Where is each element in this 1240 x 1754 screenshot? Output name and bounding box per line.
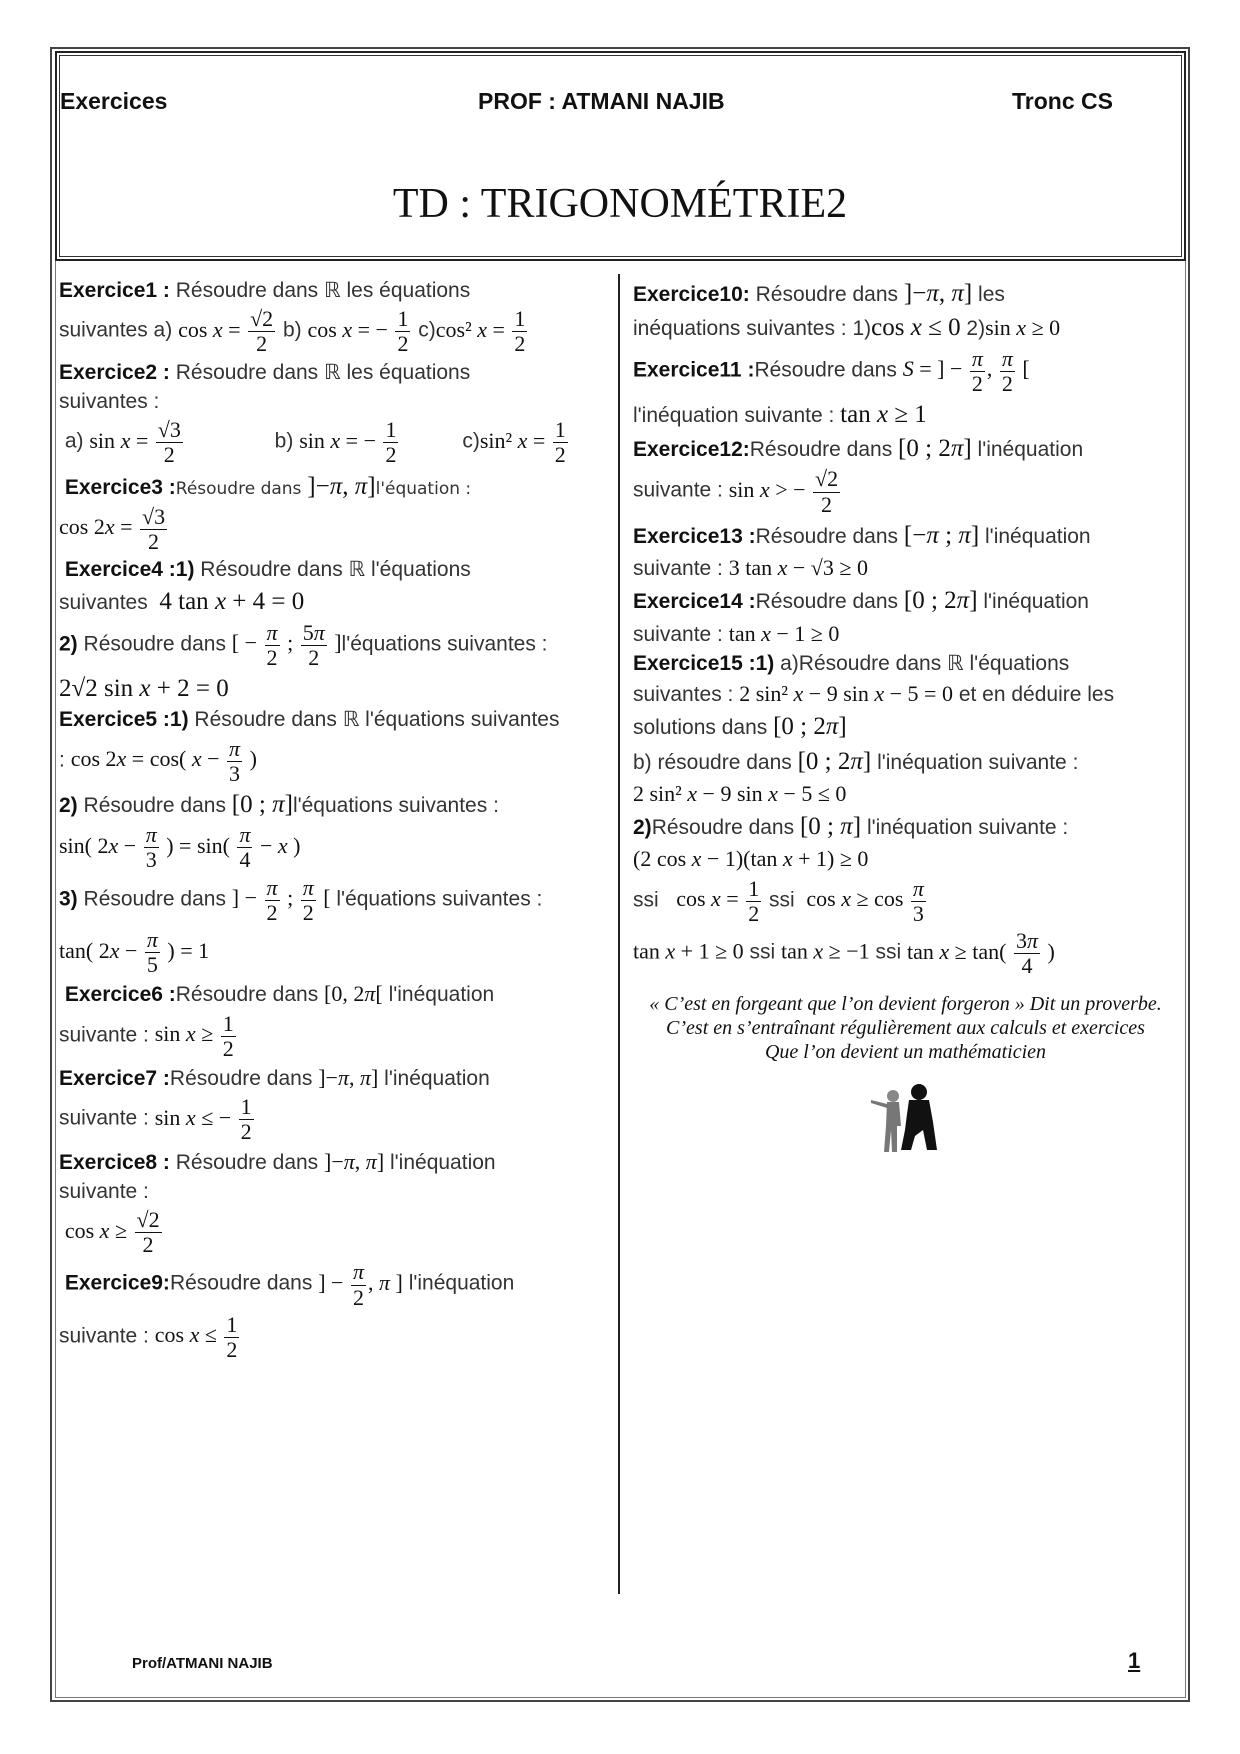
- math-expression: cos x = $\frac{1}{2}$: [676, 875, 760, 926]
- exercise-text: suivantes :: [59, 389, 160, 413]
- page-title: TD : TRIGONOMÉTRIE2: [392, 181, 848, 227]
- exercise-text: a)Résoudre dans ℝ l'équations: [774, 651, 1070, 675]
- exercise-text: Résoudre dans: [169, 1150, 319, 1174]
- exercise-label: Exercice6 :: [64, 983, 176, 1007]
- exercise-label: Exercice7 :: [59, 1066, 170, 1090]
- exercise-text: Résoudre dans: [749, 438, 893, 462]
- math-interval: S = ] − $\frac{\pi}{2}$ , $\frac{\pi}{2}$ [: [902, 345, 1030, 396]
- teacher-child-illustration: [871, 1080, 941, 1158]
- math-interval: [0, 2π[: [324, 981, 383, 1007]
- exercise-4: [59, 557, 614, 704]
- part-label: 2): [59, 793, 78, 817]
- exercise-2: [59, 360, 614, 468]
- exercise-label: Exercice2 :: [59, 360, 170, 384]
- ssi-text: ssi: [749, 940, 776, 964]
- exercise-text: suivantes a): [59, 318, 173, 342]
- exercise-text: Résoudre dans: [754, 358, 897, 382]
- math-expression: tan x + 1 ≥ 0: [633, 938, 744, 964]
- exercise-11: [633, 347, 1178, 431]
- exercise-text: l'inéquation: [977, 438, 1084, 462]
- exercise-text: l'inéquation suivante :: [877, 750, 1079, 774]
- part-label: 2): [59, 632, 78, 656]
- column-divider: [618, 274, 620, 1594]
- math-expression: sin x = $\frac{√3}{2}$: [89, 417, 181, 468]
- page-number: 1: [1128, 1648, 1141, 1673]
- exercise-7: [59, 1064, 614, 1145]
- exercise-label: Exercice14 :: [633, 590, 756, 614]
- exercise-label: Exercice8 :: [59, 1150, 170, 1174]
- exercise-text: Résoudre dans ℝ l'équations suivantes: [188, 708, 560, 732]
- exercise-15: [633, 651, 1178, 979]
- math-interval: [0 ; 2π]: [903, 587, 978, 615]
- exercise-text: suivante :: [59, 1324, 149, 1348]
- exercise-text: Résoudre dans: [651, 816, 795, 839]
- math-interval: ]−π, π]: [307, 472, 376, 500]
- math-expression: cos x ≤ 0: [871, 314, 961, 342]
- header-left: Exercices: [60, 88, 168, 114]
- math-interval: [0 ; 2π]: [773, 713, 847, 741]
- exercise-label: Exercice1 :: [59, 279, 170, 302]
- left-column: [59, 275, 614, 1365]
- exercise-text: c): [462, 429, 480, 453]
- math-expression: 2 sin² x − 9 sin x − 5 = 0: [739, 681, 953, 706]
- quote-line: Que l’on devient un mathématicien: [764, 1041, 1047, 1064]
- exercise-text: a): [64, 429, 84, 453]
- math-expression: 2 sin² x − 9 sin x − 5 ≤ 0: [633, 780, 847, 806]
- exercise-text: inéquations suivantes : 1): [633, 317, 872, 341]
- exercise-text: et en déduire les: [958, 683, 1115, 706]
- exercise-text: suivante :: [633, 622, 723, 646]
- exercise-label: Exercice11 :: [633, 358, 755, 382]
- header-class: Tronc CS: [1012, 88, 1113, 114]
- math-expression: 3 tan x − √3 ≥ 0: [728, 555, 868, 580]
- exercise-text: b) résoudre dans: [633, 750, 792, 774]
- ssi-text: ssi: [633, 888, 659, 912]
- exercise-text: Résoudre dans: [77, 793, 226, 817]
- exercise-label: Exercice13 :: [633, 524, 756, 548]
- math-expression: cos x = $\frac{√2}{2}$: [178, 306, 274, 357]
- math-expression: sin² x = $\frac{1}{2}$: [479, 417, 566, 468]
- quote-line: C’est en s’entraînant régulièrement aux calculs et exercices: [666, 1017, 1145, 1040]
- exercise-text: l'inéquation suivante :: [866, 816, 1069, 839]
- exercise-9: [59, 1260, 614, 1362]
- exercise-text: :: [59, 748, 65, 772]
- math-interval: [−π ; π]: [903, 521, 980, 549]
- math-expression: sin x > − $\frac{√2}{2}$: [728, 466, 839, 517]
- exercise-text: l'inéquation: [384, 1066, 490, 1090]
- exercise-6: [59, 980, 614, 1061]
- exercise-label: Exercice15 :1): [633, 651, 775, 675]
- math-interval: [0 ; 2π]: [797, 747, 872, 775]
- math-expression: cos² x = $\frac{1}{2}$: [435, 306, 526, 357]
- exercise-label: Exercice9:: [64, 1272, 170, 1296]
- exercise-label: Exercice5 :1): [59, 708, 189, 732]
- exercise-text: Résoudre dans: [755, 524, 899, 548]
- quote-line: « C’est en forgeant que l’on devient forgeron » Dit un proverbe.: [649, 993, 1162, 1016]
- exercise-10: [633, 278, 1178, 344]
- part-label: 3): [59, 887, 78, 911]
- math-expression: sin x = − $\frac{1}{2}$: [299, 417, 397, 468]
- footer-author: Prof/ATMANI NAJIB: [132, 1655, 273, 1672]
- math-expression: sin x ≥ $\frac{1}{2}$: [154, 1010, 234, 1061]
- exercise-text: Résoudre dans: [175, 983, 319, 1007]
- exercise-text: solutions dans: [633, 716, 768, 740]
- math-interval: ] − $\frac{\pi}{2}$ ; $\frac{\pi}{2}$ [: [231, 874, 331, 925]
- part-label: 2): [633, 816, 652, 839]
- exercise-8: [59, 1148, 614, 1258]
- exercise-text: b): [274, 429, 294, 453]
- exercise-text: l'équations suivantes :: [292, 793, 499, 817]
- math-expression: (2 cos x − 1)(tan x + 1) ≥ 0: [633, 846, 869, 872]
- math-expression: tan x ≥ tan( $\frac{3\pi}{4}$ ): [907, 927, 1055, 979]
- exercise-text: suivante :: [633, 557, 723, 580]
- exercise-text: Résoudre dans: [749, 283, 899, 306]
- exercise-text: l'inéquation: [390, 1150, 496, 1174]
- exercise-text: c): [412, 318, 436, 342]
- math-interval: ]−π, π]: [903, 280, 973, 307]
- exercise-text: suivantes: [59, 591, 148, 615]
- ssi-text: ssi: [769, 888, 795, 912]
- exercise-text: b): [277, 318, 302, 342]
- exercise-text: suivante :: [633, 479, 723, 503]
- exercise-text: Résoudre dans: [755, 590, 899, 614]
- header-author: PROF : ATMANI NAJIB: [478, 88, 725, 114]
- exercise-14: [633, 585, 1178, 648]
- exercise-5: [59, 707, 614, 977]
- math-expression: sin x ≥ 0: [985, 315, 1061, 341]
- math-expression: tan( 2x − $\frac{\pi}{5}$ ) = 1: [59, 926, 210, 978]
- math-expression: cos 2x = cos( x − $\frac{\pi}{3}$ ): [70, 735, 257, 786]
- exercise-text: Résoudre dans ℝ l'équations: [194, 558, 471, 582]
- math-expression: tan x ≥ −1: [781, 938, 870, 964]
- exercise-text: l'inéquation: [985, 524, 1091, 548]
- exercise-text: l'inéquation: [388, 983, 495, 1007]
- math-expression: tan x ≥ 1: [840, 400, 927, 428]
- math-interval: [0 ; π]: [231, 790, 293, 818]
- math-expression: cos x ≥ $\frac{√2}{2}$: [64, 1207, 160, 1258]
- exercise-text: Résoudre dans: [169, 1066, 313, 1090]
- exercise-label: Exercice10:: [633, 283, 750, 306]
- proverb-quote: [633, 992, 1178, 1064]
- exercise-13: [633, 520, 1178, 583]
- exercise-text: l'inéquation: [408, 1272, 515, 1296]
- math-expression: cos x = − $\frac{1}{2}$: [307, 306, 409, 357]
- exercise-text: Résoudre dans: [169, 1272, 313, 1296]
- exercise-text: Résoudre dans: [77, 632, 226, 656]
- math-interval: [ − $\frac{\pi}{2}$ ; $\frac{5\pi}{2}$ ]: [231, 619, 342, 670]
- exercise-text: suivantes :: [633, 683, 734, 706]
- right-column: [633, 275, 1178, 1158]
- math-interval: [0 ; 2π]: [898, 435, 972, 463]
- exercise-text: l'inéquation suivante :: [633, 403, 835, 427]
- math-expression: cos x ≤ $\frac{1}{2}$: [154, 1311, 238, 1362]
- math-expression: sin x ≤ − $\frac{1}{2}$: [154, 1094, 252, 1145]
- exercise-text: l'équations suivantes :: [336, 887, 543, 911]
- math-expression: tan x − 1 ≥ 0: [728, 620, 840, 646]
- exercise-text: l'équation :: [375, 478, 472, 499]
- math-expression: sin( 2x − $\frac{\pi}{3}$ ) = sin( $\frac{\pi}{4}$ − x ): [59, 822, 301, 873]
- math-expression: 4 tan x + 4 = 0: [159, 588, 305, 616]
- exercise-1: [59, 278, 614, 357]
- exercise-text: l'équations suivantes :: [341, 632, 548, 656]
- exercise-text: 2): [966, 317, 986, 341]
- math-expression: cos 2x = $\frac{√3}{2}$: [59, 503, 166, 554]
- exercise-text: l'inéquation: [983, 590, 1089, 614]
- exercise-text: Résoudre dans: [77, 887, 226, 911]
- ssi-text: ssi: [875, 940, 902, 964]
- exercise-text: suivante :: [59, 1179, 149, 1203]
- math-interval: [0 ; π]: [799, 813, 862, 840]
- math-interval: ] − $\frac{\pi}{2}$ , π ]: [318, 1259, 403, 1310]
- math-interval: ]−π, π]: [318, 1064, 379, 1090]
- exercise-text: Résoudre dans ℝ les équations: [169, 279, 471, 302]
- math-interval: ]−π, π]: [324, 1148, 385, 1174]
- exercise-3: [59, 471, 614, 555]
- exercise-label: Exercice12:: [633, 438, 750, 462]
- exercise-text: Résoudre dans ℝ les équations: [169, 360, 471, 384]
- exercise-text: suivante :: [59, 1106, 149, 1130]
- exercise-text: suivante :: [59, 1023, 149, 1047]
- math-expression: 2√2 sin x + 2 = 0: [59, 675, 229, 702]
- exercise-label: Exercice4 :1): [64, 558, 195, 582]
- exercise-text: Résoudre dans: [175, 478, 302, 499]
- exercise-12: [633, 433, 1178, 517]
- math-expression: cos x ≥ cos $\frac{\pi}{3}$: [806, 875, 924, 926]
- exercise-text: les: [978, 283, 1005, 306]
- exercise-label: Exercice3 :: [64, 475, 176, 499]
